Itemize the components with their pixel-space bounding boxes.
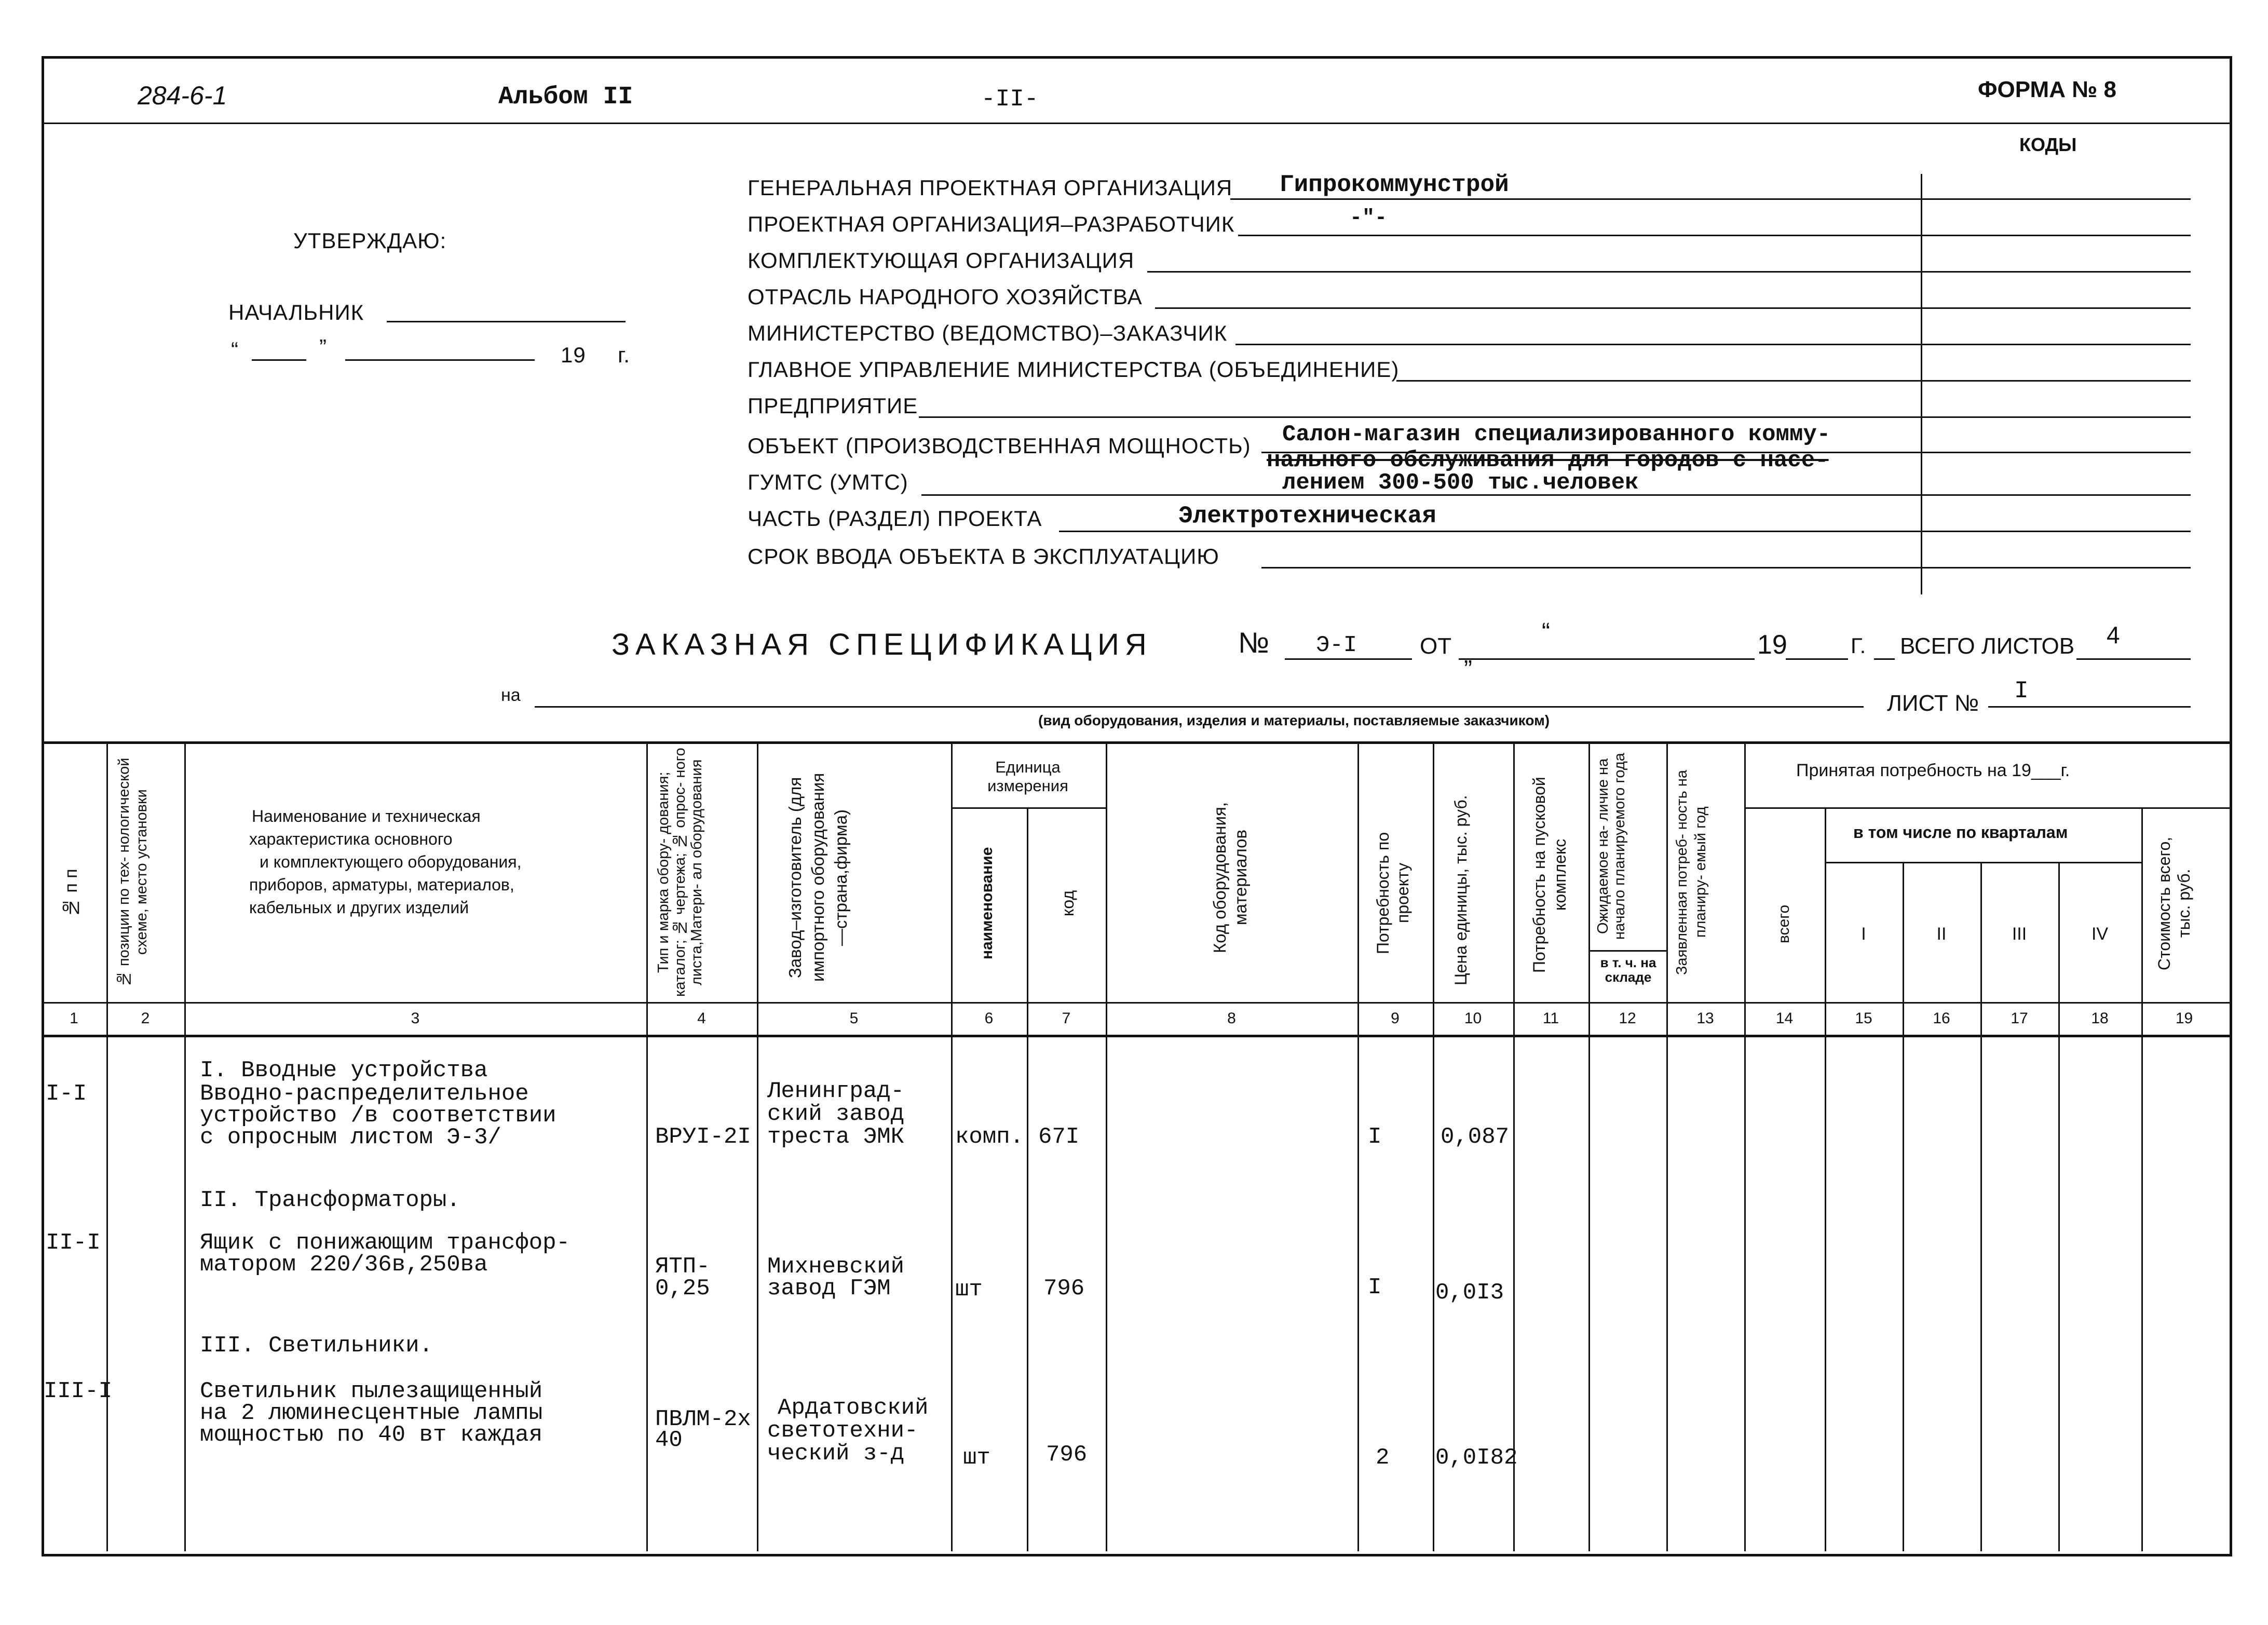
quarters-header: в том числе по кварталам [1853,823,2068,842]
row-type-line: ПВЛМ-2х [655,1406,751,1432]
commissioning-line [1261,567,2191,568]
row-name-line: на 2 люминесцентные лампы [200,1400,543,1426]
row-position: I-I [46,1081,87,1107]
row-code: 796 [1043,1276,1085,1302]
col13-header: Заявленная потреб- ность на планиру- емый год [1674,769,1709,975]
general-org-line [1230,198,2191,200]
spec-no-label: № [1238,626,1270,659]
row-type-line: 40 [655,1427,683,1453]
table-numbers-bottom [42,1035,2230,1037]
general-org-value: Гипрокоммунстрой [1280,171,1509,198]
quarter-3-header: III [2012,924,2027,944]
table-header-bottom [42,1002,2230,1004]
quarter-1-header: I [1861,924,1866,944]
total-sheets-label: ВСЕГО ЛИСТОВ [1900,633,2075,659]
col-divider-7 [1106,741,1107,1551]
col4-header: Тип и марка обору- дования; каталог; № чертежа; № опрос- ного листа,Матери- ал оборудования [655,748,705,997]
main-directorate-label: ГЛАВНОЕ УПРАВЛЕНИЕ МИНИСТЕРСТВА (ОБЪЕДИНЕНИЕ) [748,357,1400,382]
row-maker-line: Михневский [767,1254,905,1280]
approval-year: 19 [561,343,586,367]
row-maker-line: ческий з-д [767,1441,905,1467]
row-quantity: I [1368,1275,1382,1301]
spec-no-value: Э-I [1316,632,1357,658]
project-part-label: ЧАСТЬ (РАЗДЕЛ) ПРОЕКТА [748,506,1042,531]
col9-header: Потребность по проекту [1374,832,1412,954]
row-maker-line: ский завод [767,1101,905,1127]
col-divider-8 [1357,741,1359,1551]
object-value-line3: лением 300-500 тыс.человек [1282,470,1639,496]
col-divider-9 [1433,741,1434,1551]
section-title: III. Светильники. [200,1333,433,1359]
col-divider-2 [184,741,186,1551]
general-org-label: ГЕНЕРАЛЬНАЯ ПРОЕКТНАЯ ОРГАНИЗАЦИЯ [748,175,1233,200]
album-label: Альбом II [498,83,633,111]
supplier-org-label: КОМПЛЕКТУЮЩАЯ ОРГАНИЗАЦИЯ [748,248,1135,273]
approval-year-suffix: г. [618,343,630,367]
row-unit: шт [955,1277,983,1303]
col-number: 6 [984,1010,994,1027]
header-divider [42,123,2230,124]
sheet-label: ЛИСТ № [1887,690,1979,716]
row-name-line: Светильник пылезащищенный [200,1378,543,1404]
row-name-line: мощностью по 40 вт каждая [200,1422,543,1448]
ministry-label: МИНИСТЕРСТВО (ВЕДОМСТВО)–ЗАКАЗЧИК [748,321,1228,345]
col-number: 16 [1933,1010,1950,1027]
col-number: 18 [2091,1010,2109,1027]
row-code: 67I [1038,1124,1080,1150]
row-type: ВРУI-2I [655,1124,751,1150]
col-divider-11 [1588,741,1590,1551]
spec-equipment-line [535,706,1864,708]
col3-header: Наименование и техническая характеристика основного и комплектующего оборудования, приборов, арматуры, материалов, кабельных и других изделий [249,807,522,917]
developer-org-value: -"- [1350,207,1388,230]
col-divider-18 [2141,807,2143,1551]
col14-header: всего [1775,904,1792,944]
col-number: 10 [1464,1010,1482,1027]
row-name-line: матором 220/36в,250ва [200,1252,488,1278]
spec-na-label: на [501,685,521,705]
col-divider-16 [1980,862,1982,1551]
project-part-line [1059,531,2191,532]
row-price: 0,0I3 [1435,1280,1504,1306]
spec-from-label: ОТ [1420,633,1452,659]
unit-group-header: Единица измерения [987,758,1068,795]
row-unit: комп. [955,1124,1024,1150]
row-name-line: Ящик с понижающим трансфор- [200,1230,570,1256]
enterprise-line [919,416,2191,418]
spec-year-suffix-line [1874,658,1895,660]
spec-no-line [1285,658,1412,660]
col-number: 3 [411,1010,420,1027]
row-quantity: I [1368,1124,1382,1150]
col-number: 19 [2175,1010,2193,1027]
col-number: 12 [1619,1010,1636,1027]
col7-header: код [1058,890,1077,917]
col-number: 1 [70,1010,78,1027]
row-maker-line: Ленинград- [767,1078,905,1104]
unit-group-line [951,807,1106,809]
row-name-line: устройство /в соответствии [200,1103,556,1129]
enterprise-label: ПРЕДПРИЯТИЕ [748,394,918,418]
approval-date-open: “ [231,337,239,362]
form-number: ФОРМА № 8 [1978,77,2116,102]
sheet-value: I [2014,678,2029,705]
col12-header: Ожидаемое на- личие на начало планируемого года [1595,753,1628,940]
col-divider-3 [646,741,648,1551]
col-number: 9 [1391,1010,1400,1027]
col2-header: № позиции по тех- нологической схеме, место установки [116,757,150,987]
row-quantity: 2 [1376,1445,1390,1471]
codes-label: КОДЫ [2019,134,2077,155]
col-number: 7 [1062,1010,1071,1027]
spec-year: 19 [1757,630,1787,660]
row-name-line: Вводно-распределительное [200,1081,529,1107]
col-number: 13 [1696,1010,1714,1027]
row-unit: шт [963,1445,990,1471]
col-number: 4 [697,1010,706,1027]
row-position: III-I [44,1378,113,1404]
col-number: 2 [141,1010,150,1027]
row-type-line: ЯТП- [655,1254,710,1280]
col-divider-1 [106,741,108,1551]
col-divider-15 [1903,862,1904,1551]
project-part-value: Электротехническая [1178,503,1436,530]
col-number: 15 [1855,1010,1872,1027]
object-label: ОБЪЕКТ (ПРОИЗВОДСТВЕННАЯ МОЩНОСТЬ) [748,434,1251,458]
main-directorate-line [1396,380,2191,382]
table-top-border [42,741,2230,744]
sheet-line [1988,706,2191,708]
col-number: 14 [1775,1010,1794,1027]
accepted-group-line [1744,807,2230,809]
col12-sub-header: в т. ч. на складе [1600,955,1656,985]
quarters-group-line [1825,862,2141,863]
col8-header: Код оборудования, материалов [1210,802,1250,953]
approval-day-line [252,359,306,361]
col1-header: № п п [61,869,81,917]
developer-org-label: ПРОЕКТНАЯ ОРГАНИЗАЦИЯ–РАЗРАБОТЧИК [748,212,1235,236]
spec-year-line [1786,658,1848,660]
spec-caption: (вид оборудования, изделия и материалы, поставляемые заказчиком) [1038,712,1550,728]
col5-header: Завод–изготовитель (для импортного оборудования —страна,фирма) [785,773,850,982]
row-type-line: 0,25 [655,1276,710,1302]
spec-title: ЗАКАЗНАЯ СПЕЦИФИКАЦИЯ [612,628,1152,661]
col10-header: Цена единицы, тыс. руб. [1451,795,1470,986]
row-position: II-I [46,1230,101,1256]
industry-label: ОТРАСЛЬ НАРОДНОГО ХОЗЯЙСТВА [748,285,1143,309]
industry-line [1155,307,2191,309]
col-number: 5 [849,1010,859,1027]
spec-quote-close: ” [1464,656,1472,683]
supplier-org-line [1147,271,2191,273]
ministry-line [1235,344,2191,345]
quarter-4-header: IV [2091,924,2109,944]
row-code: 796 [1046,1442,1088,1468]
spec-quote-open: “ [1542,618,1550,646]
object-value-line1: Салон-магазин специализированного комму- [1282,422,1831,448]
col-number: 17 [2011,1010,2028,1027]
gumts-label: ГУМТС (УМТС) [748,470,908,494]
approval-month-line [345,359,535,361]
total-sheets-line [2076,658,2191,660]
approve-label: УТВЕРЖДАЮ: [293,228,447,253]
row-price: 0,087 [1441,1124,1510,1150]
col-divider-6 [1027,807,1028,1551]
quarter-2-header: II [1936,924,1947,944]
accepted-header: Принятая потребность на 19___г. [1796,761,2070,780]
total-sheets-value: 4 [2107,621,2120,648]
col-divider-13 [1744,741,1746,1551]
section-title: I. Вводные устройства [200,1058,488,1084]
col11-header: Потребность на пусковой комплекс [1530,777,1569,973]
col-divider-4 [757,741,758,1551]
section-title: II. Трансформаторы. [200,1187,460,1213]
chief-label: НАЧАЛЬНИК [228,300,364,324]
row-maker-line: светотехни- [767,1418,918,1444]
page-number: -II- [981,86,1039,113]
chief-signature-line [387,321,626,322]
col12-sub-line [1588,950,1666,952]
row-maker-line: треста ЭМК [767,1124,905,1150]
doc-code: 284-6-1 [138,81,227,110]
col-divider-14 [1825,807,1826,1551]
row-maker-line: завод ГЭМ [767,1276,891,1302]
col-divider-12 [1666,741,1668,1551]
object-value-line2: нального обслуживания для городов с насе- [1267,448,1829,473]
col6-header: наименование [979,847,996,960]
col-divider-17 [2058,862,2060,1551]
commissioning-label: СРОК ВВОДА ОБЪЕКТА В ЭКСПЛУАТАЦИЮ [748,544,1219,568]
developer-org-line [1238,235,2191,236]
spec-year-suffix: Г. [1851,633,1866,658]
col19-header: Стоимость всего, тыс. руб. [2155,836,2193,970]
approval-date-close: ” [319,335,327,359]
row-maker-line: Ардатовский [778,1395,929,1421]
col-number: 8 [1227,1010,1236,1027]
col-number: 11 [1542,1010,1559,1027]
row-name-line: с опросным листом Э-3/ [200,1125,501,1150]
col-divider-5 [951,741,953,1551]
spec-date-line [1459,658,1755,660]
row-price: 0,0I82 [1435,1445,1518,1471]
col-divider-10 [1513,741,1515,1551]
